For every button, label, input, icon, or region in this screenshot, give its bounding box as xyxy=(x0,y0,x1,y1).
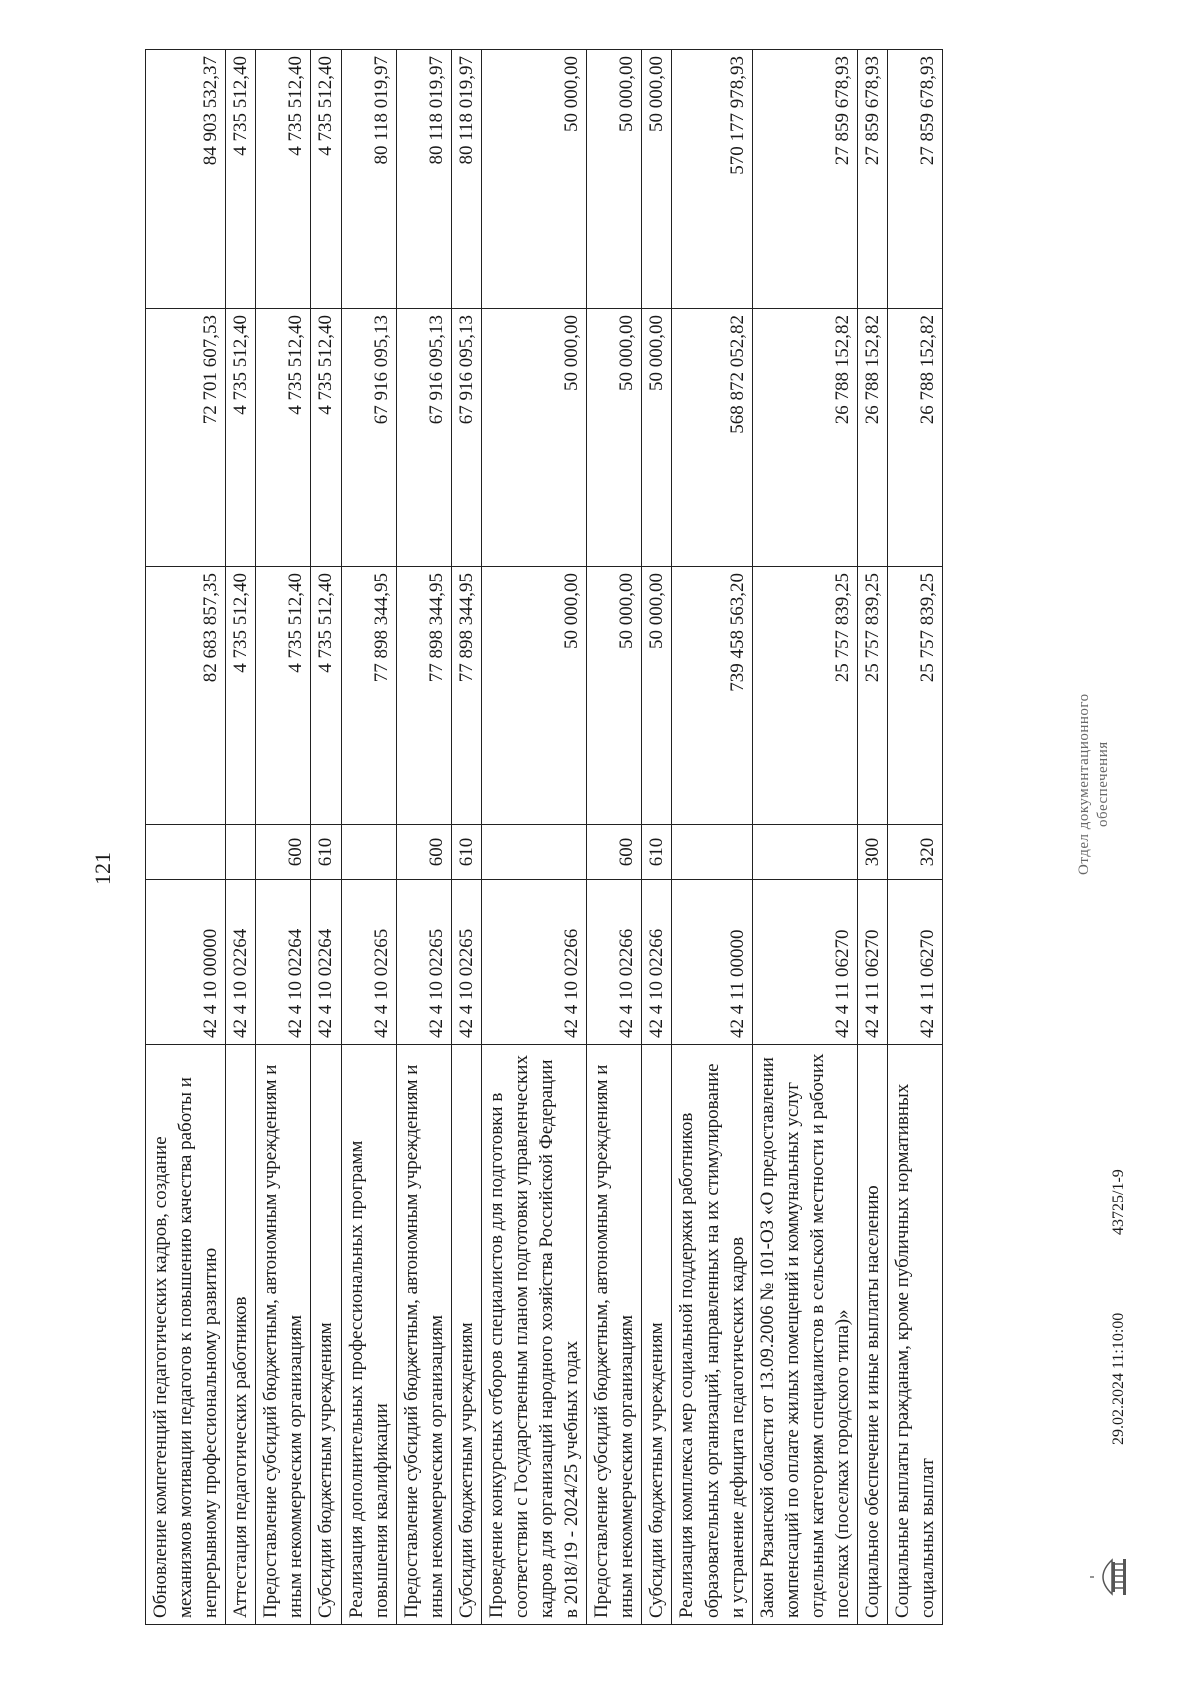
cell-sum-year-3: 27 859 678,93 xyxy=(888,50,943,309)
cell-sum-year-2: 26 788 152,82 xyxy=(752,309,857,567)
table-row xyxy=(146,50,226,1625)
cell-sum-year-1: 50 000,00 xyxy=(642,567,672,825)
cell-sum-year-2: 4 735 512,40 xyxy=(311,309,341,567)
cell-code: 42 4 10 02266 xyxy=(587,880,642,1045)
table-row xyxy=(311,50,341,1625)
cell-name: Предоставление субсидий бюджетным, автономным учреждениям и иным некоммерческим организациям xyxy=(256,1045,311,1625)
cell-expense-type: 600 xyxy=(256,825,311,880)
cell-name: Предоставление субсидий бюджетным, автономным учреждениям и иным некоммерческим организациям xyxy=(396,1045,451,1625)
cell-sum-year-1: 25 757 839,25 xyxy=(752,567,857,825)
cell-code: 42 4 11 00000 xyxy=(672,880,752,1045)
table-row xyxy=(888,50,943,1625)
cell-expense-type xyxy=(341,825,396,880)
cell-sum-year-2: 67 916 095,13 xyxy=(451,309,481,567)
table-row xyxy=(396,50,451,1625)
department-stamp xyxy=(1075,693,1113,875)
cell-sum-year-1: 25 757 839,25 xyxy=(858,567,888,825)
cell-sum-year-3: 4 735 512,40 xyxy=(226,50,256,309)
cell-sum-year-2: 50 000,00 xyxy=(481,309,586,567)
cell-name: Аттестация педагогических работников xyxy=(226,1045,256,1625)
cell-expense-type: 610 xyxy=(451,825,481,880)
cell-sum-year-1: 739 458 563,20 xyxy=(672,567,752,825)
cell-name: Субсидии бюджетным учреждениям xyxy=(311,1045,341,1625)
cell-code: 42 4 10 02265 xyxy=(341,880,396,1045)
stamp-line-1: Отдел документационного xyxy=(1076,693,1092,875)
cell-name: Обновление компетенций педагогических кадров, создание механизмов мотивации педагогов к повышению качества работы и непрерывному профессиональному развитию xyxy=(146,1045,226,1625)
table-row xyxy=(752,50,857,1625)
cell-sum-year-1: 82 683 857,35 xyxy=(146,567,226,825)
cell-sum-year-2: 67 916 095,13 xyxy=(396,309,451,567)
cell-sum-year-3: 84 903 532,37 xyxy=(146,50,226,309)
cell-code: 42 4 10 02264 xyxy=(311,880,341,1045)
footer-doc-number: 43725/1-9 xyxy=(1110,1169,1127,1235)
cell-expense-type: 600 xyxy=(587,825,642,880)
cell-expense-type: 300 xyxy=(858,825,888,880)
table-row xyxy=(642,50,672,1625)
cell-name: Реализация комплекса мер социальной поддержки работников образовательных организаций, направленных на их стимулирование и устранение дефицита педагогических кадров xyxy=(672,1045,752,1625)
table-row xyxy=(672,50,752,1625)
cell-sum-year-2: 4 735 512,40 xyxy=(226,309,256,567)
cell-sum-year-3: 50 000,00 xyxy=(642,50,672,309)
cell-sum-year-1: 4 735 512,40 xyxy=(256,567,311,825)
cell-sum-year-1: 50 000,00 xyxy=(587,567,642,825)
cell-expense-type xyxy=(672,825,752,880)
cell-code: 42 4 10 02265 xyxy=(451,880,481,1045)
stamp-line-2: обеспечения xyxy=(1094,741,1111,827)
cell-name: Социальное обеспечение и иные выплаты населению xyxy=(858,1045,888,1625)
cell-sum-year-2: 26 788 152,82 xyxy=(888,309,943,567)
table-row xyxy=(341,50,396,1625)
cell-expense-type: 320 xyxy=(888,825,943,880)
cell-sum-year-3: 50 000,00 xyxy=(587,50,642,309)
cell-code: 42 4 10 02266 xyxy=(481,880,586,1045)
footer-date: 29.02.2024 11:10:00 xyxy=(1110,1312,1127,1445)
cell-sum-year-1: 4 735 512,40 xyxy=(311,567,341,825)
cell-sum-year-1: 25 757 839,25 xyxy=(888,567,943,825)
cell-expense-type: 610 xyxy=(311,825,341,880)
duma-logo-icon xyxy=(1090,1554,1135,1600)
cell-code: 42 4 11 06270 xyxy=(752,880,857,1045)
cell-sum-year-2: 72 701 607,53 xyxy=(146,309,226,567)
cell-sum-year-3: 4 735 512,40 xyxy=(311,50,341,309)
cell-sum-year-3: 80 118 019,97 xyxy=(451,50,481,309)
cell-code: 42 4 10 00000 xyxy=(146,880,226,1045)
cell-name: Закон Рязанской области от 13.09.2006 № 101-ОЗ «О предоставлении компенсаций по оплате жилых помещений и коммунальных услуг отдельным категориям специалистов в сельской местности и рабочих поселках (поселках городского типа)» xyxy=(752,1045,857,1625)
cell-sum-year-3: 570 177 978,93 xyxy=(672,50,752,309)
cell-sum-year-3: 27 859 678,93 xyxy=(752,50,857,309)
cell-sum-year-1: 77 898 344,95 xyxy=(396,567,451,825)
cell-expense-type xyxy=(481,825,586,880)
budget-table xyxy=(145,49,943,1625)
cell-sum-year-3: 80 118 019,97 xyxy=(341,50,396,309)
cell-sum-year-2: 568 872 052,82 xyxy=(672,309,752,567)
cell-sum-year-2: 50 000,00 xyxy=(587,309,642,567)
cell-sum-year-3: 50 000,00 xyxy=(481,50,586,309)
cell-sum-year-2: 4 735 512,40 xyxy=(256,309,311,567)
table-row xyxy=(256,50,311,1625)
cell-sum-year-1: 77 898 344,95 xyxy=(451,567,481,825)
cell-sum-year-2: 67 916 095,13 xyxy=(341,309,396,567)
cell-sum-year-3: 80 118 019,97 xyxy=(396,50,451,309)
cell-name: Социальные выплаты гражданам, кроме публичных нормативных социальных выплат xyxy=(888,1045,943,1625)
cell-sum-year-1: 77 898 344,95 xyxy=(341,567,396,825)
table-row xyxy=(587,50,642,1625)
cell-sum-year-3: 4 735 512,40 xyxy=(256,50,311,309)
cell-expense-type xyxy=(752,825,857,880)
cell-expense-type xyxy=(226,825,256,880)
cell-code: 42 4 11 06270 xyxy=(858,880,888,1045)
cell-code: 42 4 10 02266 xyxy=(642,880,672,1045)
cell-name: Субсидии бюджетным учреждениям xyxy=(642,1045,672,1625)
cell-name: Предоставление субсидий бюджетным, автономным учреждениям и иным некоммерческим организациям xyxy=(587,1045,642,1625)
table-row xyxy=(481,50,586,1625)
cell-name: Проведение конкурсных отборов специалистов для подготовки в соответствии с Государственным планом подготовки управленческих кадров для организаций народного хозяйства Российской Федерации в 2018/19 - 2024/25 учебных годах xyxy=(481,1045,586,1625)
cell-sum-year-2: 26 788 152,82 xyxy=(858,309,888,567)
cell-code: 42 4 10 02264 xyxy=(256,880,311,1045)
cell-code: 42 4 11 06270 xyxy=(888,880,943,1045)
cell-name: Реализация дополнительных профессиональных программ повышения квалификации xyxy=(341,1045,396,1625)
cell-expense-type: 610 xyxy=(642,825,672,880)
cell-expense-type xyxy=(146,825,226,880)
cell-code: 42 4 10 02265 xyxy=(396,880,451,1045)
cell-sum-year-1: 4 735 512,40 xyxy=(226,567,256,825)
cell-expense-type: 600 xyxy=(396,825,451,880)
cell-sum-year-2: 50 000,00 xyxy=(642,309,672,567)
table-row xyxy=(226,50,256,1625)
cell-code: 42 4 10 02264 xyxy=(226,880,256,1045)
cell-sum-year-3: 27 859 678,93 xyxy=(858,50,888,309)
cell-name: Субсидии бюджетным учреждениям xyxy=(451,1045,481,1625)
cell-sum-year-1: 50 000,00 xyxy=(481,567,586,825)
table-row xyxy=(858,50,888,1625)
page-number: 121 xyxy=(90,852,115,885)
table-row xyxy=(451,50,481,1625)
